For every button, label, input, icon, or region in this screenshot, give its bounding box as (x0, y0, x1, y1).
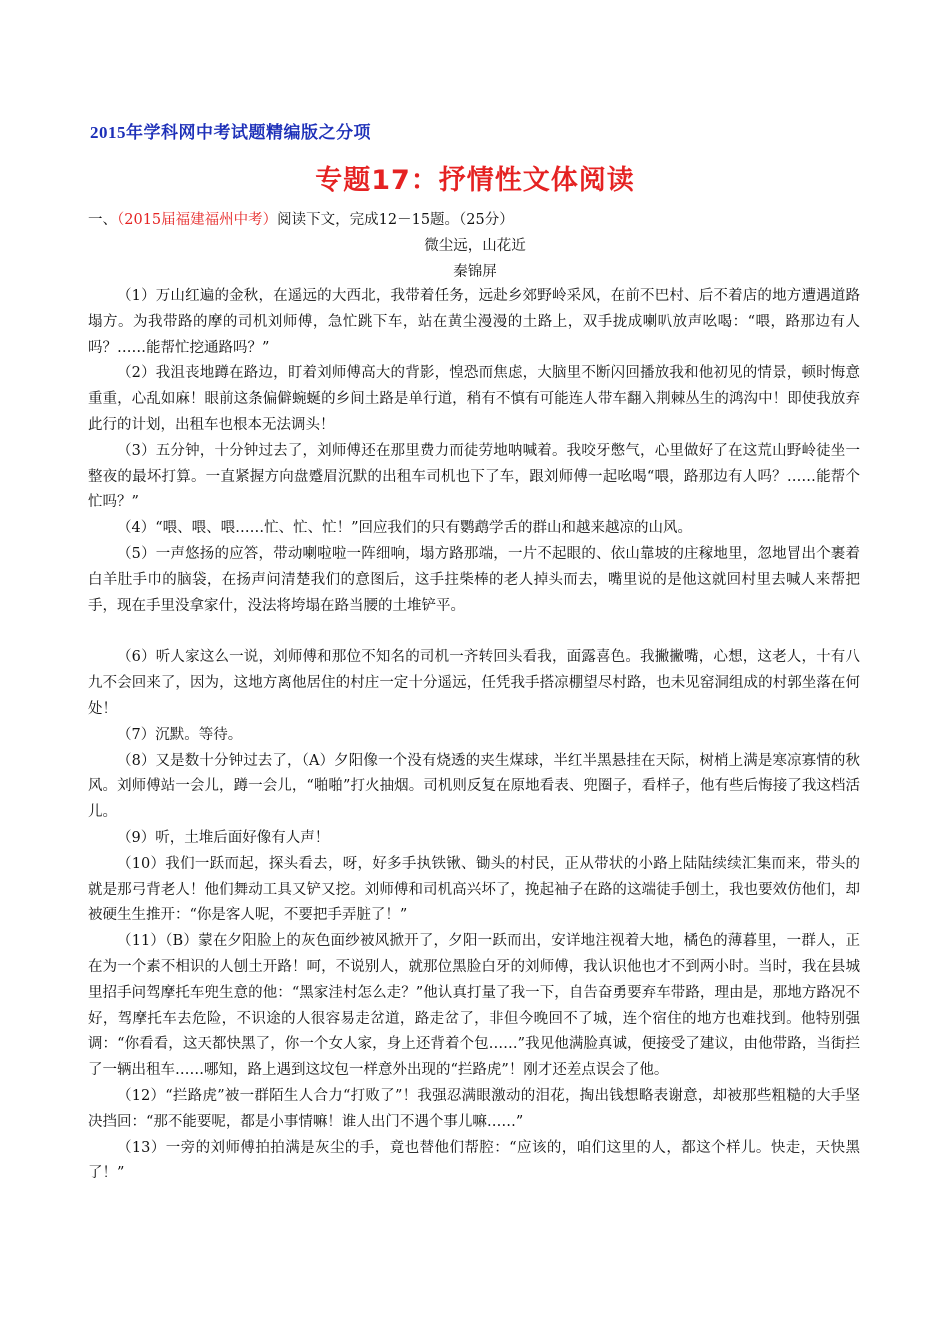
topic-title: 专题17：抒情性文体阅读 (315, 165, 635, 196)
paragraph-1: （1）万山红遍的金秋，在遥远的大西北，我带着任务，远赴乡郊野岭采风，在前不巴村、后不着店的地方遭遇道路塌方。为我带路的摩的司机刘师傅，急忙跳下车，站在黄尘漫漫的土路上，双手拢成喇叭放声吆喝：“喂，路那边有人吗？……能帮忙挖通路吗？” (88, 288, 860, 356)
paragraph-2: （2）我沮丧地蹲在路边，盯着刘师傅高大的背影，惶恐而焦虑，大脑里不断闪回播放我和他初见的情景，顿时悔意重重，心乱如麻！眼前这条偏僻蜿蜒的乡间土路是单行道，稍有不慎有可能连人带车翻入荆棘丛生的鸿沟中！即使我放弃此行的计划，出租车也根本无法调头！ (88, 365, 860, 433)
question-number: 一、 (88, 212, 117, 228)
paragraph-13: （13）一旁的刘师傅拍拍满是灰尘的手，竟也替他们帮腔：“应该的，咱们这里的人，都这个样儿。快走，天快黑了！” (88, 1139, 860, 1182)
article-author: 秦锦屏 (453, 264, 497, 280)
paragraph-5: （5）一声悠扬的应答，带动喇啦啦一阵细响，塌方路那端，一片不起眼的、依山靠坡的庄稼地里，忽地冒出个裹着白羊肚手巾的脑袋，在扬声问清楚我们的意图后，这手拄柴棒的老人掉头而去，嘴里说的是他这就回村里去喊人来帮把手，现在手里没拿家什，没法将垮塌在路当腰的土堆铲平。 (88, 545, 860, 614)
question-instruction (88, 208, 514, 229)
paragraph-9: （9）听，土堆后面好像有人声！ (117, 829, 330, 846)
paragraph-7: （7）沉默。等待。 (117, 726, 243, 743)
paragraph-11: （11）（B）蒙在夕阳脸上的灰色面纱被风掀开了，夕阳一跃而出，安详地注视着大地，橘色的薄暮里，一群人，正在为一个素不相识的人刨土开路！呵，不说别人，就那位黑脸白牙的刘师傅，我认识他也才不到两小时。当时，我在县城里招手问驾摩托车兜生意的他：“黑家洼村怎么走？”他认真打量了我一下，自告奋勇要弃车带路，理由是，那地方路况不好，驾摩托车去危险，不识途的人很容易走岔道，路走岔了，非但今晚回不了城，连个宿住的地方也难找到。他特别强调：“你看看，这天都快黑了，你一个女人家，身上还背着个包……”我见他满脸真诚，便接受了建议，由他带路，当街拦了一辆出租车……哪知，路上遇到这坟包一样意外出现的“拦路虎”！刚才还差点误会了他。 (88, 933, 860, 1079)
paragraph-8: （8）又是数十分钟过去了，（A）夕阳像一个没有烧透的夹生煤球，半红半黑悬挂在天际，树梢上满是寒凉寡情的秋风。刘师傅站一会儿，蹲一会儿，“啪啪”打火抽烟。司机则反复在原地看表、兜圈子，看样子，他有些后悔接了我这档活儿。 (88, 752, 860, 821)
question-text: 阅读下文，完成12－15题。（25分） (277, 212, 514, 228)
paragraph-12: （12）“拦路虎”被一群陌生人合力“打败了”！我强忍满眼激动的泪花，掏出钱想略表谢意，却被那些粗糙的大手坚决挡回：“那不能要呢，都是小事情嘛！谁人出门不遇个事儿嘛……” (88, 1087, 860, 1130)
paragraph-6: （6）听人家这么一说，刘师傅和那位不知名的司机一齐转回头看我，面露喜色。我撇撇嘴，心想，这老人，十有八九不会回来了，因为，这地方离他居住的村庄一定十分遥远，任凭我手搭凉棚望尽村路，也未见窑洞组成的村郭坐落在何处！ (88, 649, 860, 717)
paragraph-3: （3）五分钟，十分钟过去了，刘师傅还在那里费力而徒劳地呐喊着。我咬牙憋气，心里做好了在这荒山野岭徒坐一整夜的最坏打算。一直紧握方向盘蹙眉沉默的出租车司机也下了车，跟刘师傅一起吆喝“喂，路那边有人吗？……能帮个忙吗？” (88, 442, 860, 511)
paragraph-4: （4）“喂、喂、喂……忙、忙、忙！”回应我们的只有鹦鹉学舌的群山和越来越凉的山风。 (117, 520, 693, 537)
article-body (88, 284, 860, 1187)
series-header: 2015年学科网中考试题精编版之分项 (90, 123, 371, 142)
paragraph-10: （10）我们一跃而起，探头看去，呀，好多手执铁锹、锄头的村民，正从带状的小路上陆陆续续汇集而来，带头的就是那弓背老人！他们舞动工具又铲又挖。刘师傅和司机高兴坏了，挽起袖子在路的这端徒手刨土，我也要效仿他们，却被硬生生推开：“你是客人呢，不要把手弄脏了！” (88, 855, 860, 924)
question-source: （2015届福建福州中考） (117, 212, 278, 228)
article-title: 微尘远，山花近 (424, 238, 526, 254)
